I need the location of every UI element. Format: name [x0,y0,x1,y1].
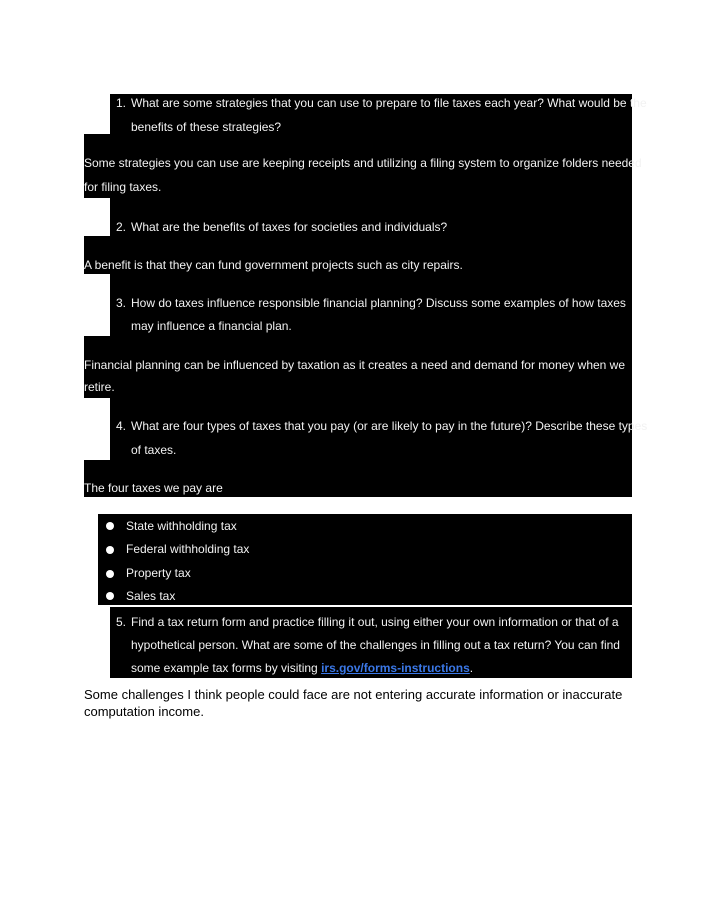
answer-2 [84,236,632,274]
question-5-text-prefix: some example tax forms by visiting [131,661,322,675]
question-3-text-line2: may influence a financial plan. [131,319,292,333]
list-item-text: Sales tax [126,589,176,603]
question-3-number: 3. [115,296,126,310]
answer-1-text-line2: for filing taxes. [84,180,162,194]
question-1-text-line1: What are some strategies that you can use to prepare to file taxes each year? What would be the [131,96,647,110]
answer-1 [84,134,642,198]
list-item-text: State withholding tax [126,519,237,533]
question-4-number: 4. [115,419,126,433]
question-1-text-line2: benefits of these strategies? [131,120,282,134]
question-2 [110,198,632,236]
question-5-number: 5. [115,615,126,629]
question-2-number: 2. [115,220,126,234]
answer-3-text-line2: retire. [84,380,115,394]
question-3-text-line1: How do taxes influence responsible financial planning? Discuss some examples of how taxes [131,296,626,310]
question-5-text-suffix: . [469,661,474,675]
list-item [98,562,632,585]
answer-4-intro [84,460,632,497]
answer-4-intro-text: The four taxes we pay are [84,481,223,495]
answer-1-text-line1: Some strategies you can use are keeping receipts and utilizing a filing system to organize folders needed [84,156,642,170]
irs-forms-link[interactable]: irs.gov/forms-instructions [321,661,470,675]
question-5-text-line1: Find a tax return form and practice filling it out, using either your own information or that of a [131,615,619,629]
question-5-text-line2: hypothetical person. What are some of the challenges in filling out a tax return? You can find [131,638,620,652]
list-item-text: Property tax [126,566,191,580]
answer-3 [84,336,632,398]
question-1-number: 1. [115,96,126,110]
list-item-text: Federal withholding tax [126,542,250,556]
question-5 [110,607,632,678]
list-item [98,585,632,605]
answer-2-text-line1: A benefit is that they can fund government projects such as city repairs. [84,258,463,272]
bullet-dot-icon [106,592,114,600]
list-item [98,538,632,562]
question-1 [110,94,647,134]
answer-3-text-line1: Financial planning can be influenced by taxation as it creates a need and demand for money when we [84,358,626,372]
question-4-text-line2: of taxes. [131,443,177,457]
bullet-dot-icon [106,546,114,554]
bullet-dot-icon [106,522,114,530]
question-2-text-line1: What are the benefits of taxes for societies and individuals? [131,220,448,234]
list-item [98,514,632,538]
question-4 [110,398,648,460]
answer-5: Some challenges I think people could face are not entering accurate information or inaccurate computation income. [84,687,623,719]
question-5-text-line3 [131,661,473,675]
question-4-text-line1: What are four types of taxes that you pay (or are likely to pay in the future)? Describe these types [131,419,648,433]
question-3 [110,274,632,336]
bullet-dot-icon [106,570,114,578]
